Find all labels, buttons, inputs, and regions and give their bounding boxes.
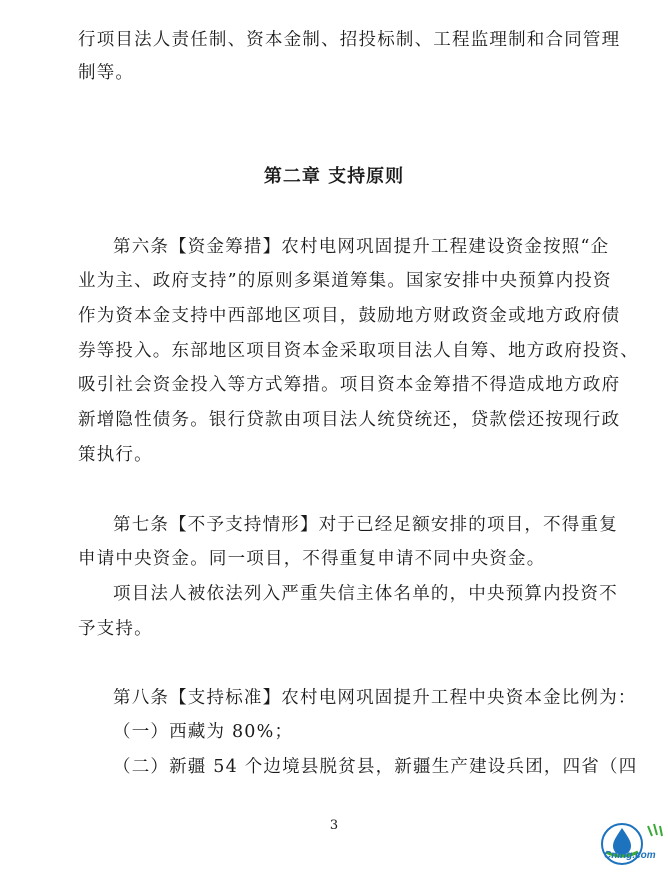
- article-6-line-5: 吸引社会资金投入等方式筹措。项目资本金筹措不得造成地方政府: [78, 375, 621, 395]
- article-7-para2-line-1: 项目法人被依法列入严重失信主体名单的，中央预算内投资不: [113, 584, 618, 604]
- article-6-line-7: 策执行。: [78, 445, 153, 465]
- article-6-line-4: 券等投入。东部地区项目资本金采取项目法人自筹、地方政府投资、: [78, 341, 639, 361]
- article-8-item-2: （二）新疆 54 个边境县脱贫县，新疆生产建设兵团，四省（四: [113, 757, 638, 777]
- article-6-line-6: 新增隐性债务。银行贷款由项目法人统贷统还，贷款偿还按现行政: [78, 410, 621, 430]
- article-6-line-3: 作为资本金支持中西部地区项目，鼓励地方财政资金或地方政府债: [78, 306, 621, 326]
- intro-line-2: 制等。: [78, 63, 135, 83]
- watermark-text: Cnlng.com: [604, 850, 656, 861]
- article-8-line-1: 第八条【支持标准】农村电网巩固提升工程中央资本金比例为：: [113, 688, 637, 708]
- article-8-item-1: （一）西藏为 80%；: [113, 722, 294, 742]
- page-number: 3: [329, 818, 339, 833]
- article-6-line-2: 业为主、政府支持”的原则多渠道筹集。国家安排中央预算内投资: [78, 271, 612, 291]
- article-7-para2-line-2: 予支持。: [78, 619, 153, 639]
- water-drop-logo-icon: [596, 820, 668, 874]
- chapter-heading: 第二章 支持原则: [263, 166, 405, 187]
- article-7-line-2: 申请中央资金。同一项目，不得重复申请不同中央资金。: [78, 549, 546, 569]
- article-6-line-1: 第六条【资金筹措】农村电网巩固提升工程建设资金按照“企: [113, 237, 610, 257]
- article-7-line-1: 第七条【不予支持情形】对于已经足额安排的项目，不得重复: [113, 515, 618, 535]
- intro-line-1: 行项目法人责任制、资本金制、招投标制、工程监理制和合同管理: [78, 30, 621, 50]
